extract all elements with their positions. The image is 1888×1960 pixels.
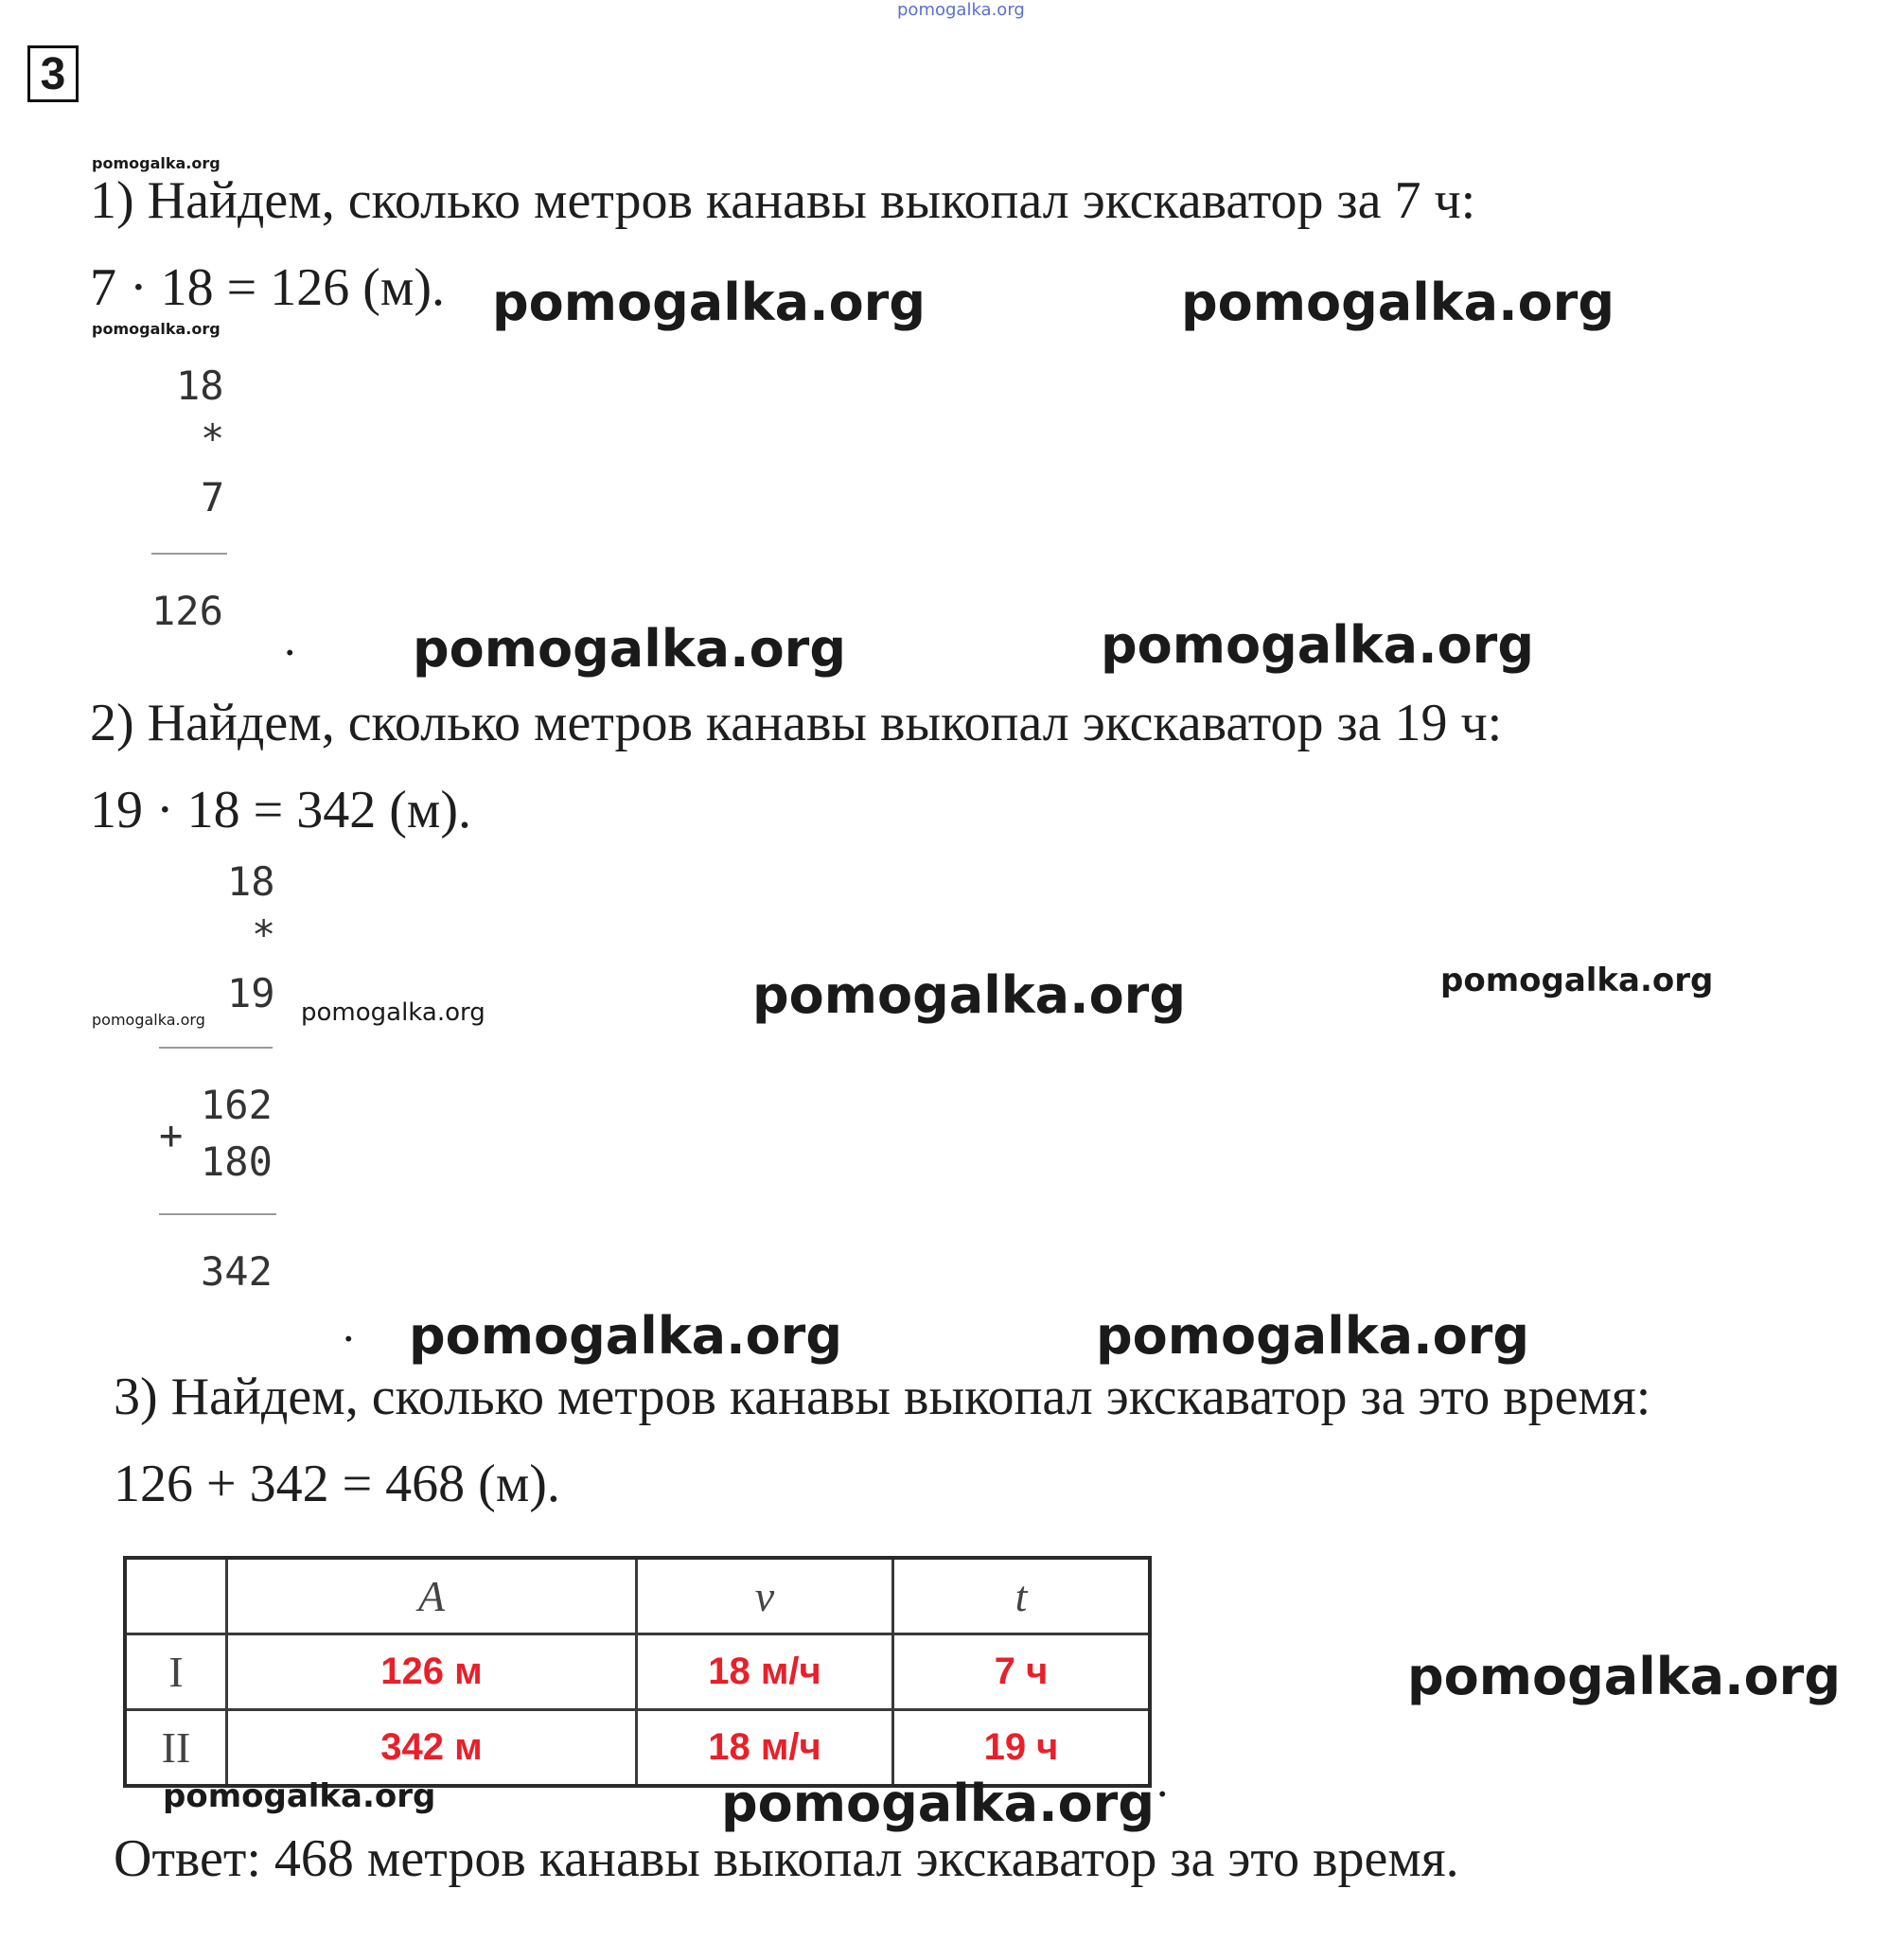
watermark: pomogalka.org — [1096, 1306, 1529, 1366]
watermark: pomogalka.org — [92, 1011, 205, 1029]
calc2-operator: * — [252, 911, 276, 958]
table-cell: 18 м/ч — [637, 1634, 893, 1710]
header-cell — [125, 1558, 227, 1634]
watermark: pomogalka.org — [1440, 962, 1714, 999]
watermark: pomogalka.org — [1181, 273, 1615, 332]
watermark: pomogalka.org — [1101, 615, 1534, 675]
watermark: pomogalka.org — [409, 1306, 842, 1366]
calc2-divider-2 — [159, 1213, 276, 1215]
step3-text: 3) Найдем, сколько метров канавы выкопал экскаватор за это время: — [114, 1368, 1651, 1426]
step1-text: 1) Найдем, сколько метров канавы выкопал экскаватор за 7 ч: — [90, 171, 1476, 230]
row-label: I — [125, 1634, 227, 1710]
calc2-partial2: 180 — [201, 1139, 273, 1185]
dot-mark: . — [343, 1298, 355, 1351]
step3-equation: 126 + 342 = 468 (м). — [114, 1455, 560, 1513]
table-cell: 126 м — [227, 1634, 637, 1710]
watermark-top: pomogalka.org — [897, 0, 1025, 20]
calc2-divider-1 — [159, 1047, 273, 1049]
watermark: pomogalka.org — [92, 320, 221, 338]
step2-equation: 19 · 18 = 342 (м). — [90, 781, 471, 839]
calc2-multiplier: 19 — [227, 970, 275, 1016]
watermark: pomogalka.org — [301, 998, 485, 1027]
table-cell: 18 м/ч — [637, 1710, 893, 1787]
calc2-result: 342 — [201, 1248, 273, 1295]
step1-equation: 7 · 18 = 126 (м). — [90, 258, 445, 317]
watermark: pomogalka.org — [92, 154, 221, 172]
watermark: pomogalka.org — [721, 1774, 1155, 1833]
calc1-multiplicand: 18 — [176, 362, 224, 409]
calc2-partial1: 162 — [201, 1082, 273, 1128]
calc1-operator: * — [201, 415, 225, 462]
table-header-row — [125, 1558, 1150, 1634]
dot-mark: . — [1156, 1754, 1169, 1807]
dot-mark: . — [284, 612, 296, 665]
calc2-multiplicand: 18 — [227, 858, 275, 905]
row-label: II — [125, 1710, 227, 1787]
watermark: pomogalka.org — [413, 619, 846, 679]
header-cell: v — [637, 1558, 893, 1634]
calc1-result: 126 — [151, 588, 223, 634]
problem-number-box: 3 — [27, 45, 79, 102]
calc1-multiplier: 7 — [201, 474, 225, 521]
table-cell: 19 ч — [893, 1710, 1151, 1787]
watermark: pomogalka.org — [492, 273, 926, 332]
calc2-plus: + — [159, 1112, 184, 1158]
data-table — [123, 1556, 1152, 1788]
step2-text: 2) Найдем, сколько метров канавы выкопал экскаватор за 19 ч: — [90, 694, 1503, 752]
header-cell: t — [893, 1558, 1151, 1634]
calc1-divider — [151, 553, 227, 555]
table-row — [125, 1634, 1150, 1710]
header-cell: A — [227, 1558, 637, 1634]
watermark: pomogalka.org — [752, 965, 1186, 1025]
table-cell: 7 ч — [893, 1634, 1151, 1710]
watermark: pomogalka.org — [163, 1777, 436, 1815]
watermark: pomogalka.org — [1407, 1647, 1841, 1706]
answer-text: Ответ: 468 метров канавы выкопал экскаватор за это время. — [114, 1829, 1459, 1888]
table-cell: 342 м — [227, 1710, 637, 1787]
